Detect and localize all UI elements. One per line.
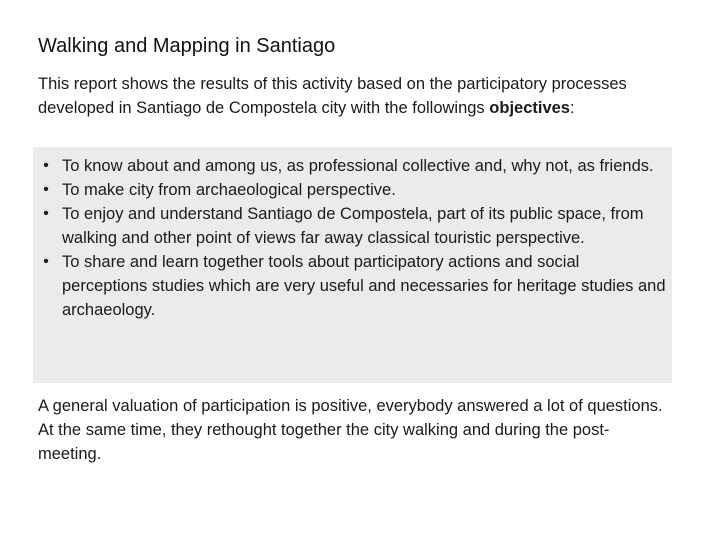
objective-text: To share and learn together tools about participatory actions and social perceptions studies which are very useful and necessaries for heritage studies and archaeology. xyxy=(62,253,666,319)
objectives-box xyxy=(33,147,672,383)
slide-title: Walking and Mapping in Santiago xyxy=(38,35,336,57)
objective-text: To enjoy and understand Santiago de Compostela, part of its public space, from walking and other point of views far away classical touristic perspective. xyxy=(62,205,644,247)
objective-text: To know about and among us, as professional collective and, why not, as friends. xyxy=(62,157,654,175)
bullet-icon: • xyxy=(43,205,49,222)
objective-item xyxy=(33,250,672,322)
objective-text: To make city from archaeological perspective. xyxy=(62,181,396,199)
bullet-icon: • xyxy=(43,253,49,270)
intro-suffix: : xyxy=(570,99,575,117)
objective-item xyxy=(33,154,672,178)
objectives-list xyxy=(33,154,672,322)
bullet-icon: • xyxy=(43,157,49,174)
objective-item xyxy=(33,202,672,250)
intro-paragraph xyxy=(38,72,658,120)
bullet-icon: • xyxy=(43,181,49,198)
conclusion-paragraph: A general valuation of participation is positive, everybody answered a lot of questions. At the same time, they rethought together the city walking and during the post-meeting. xyxy=(38,397,663,463)
intro-text: This report shows the results of this activity based on the participatory processes developed in Santiago de Compostela city with the followings xyxy=(38,75,627,117)
objective-item xyxy=(33,178,672,202)
intro-bold-word: objectives xyxy=(489,99,570,117)
